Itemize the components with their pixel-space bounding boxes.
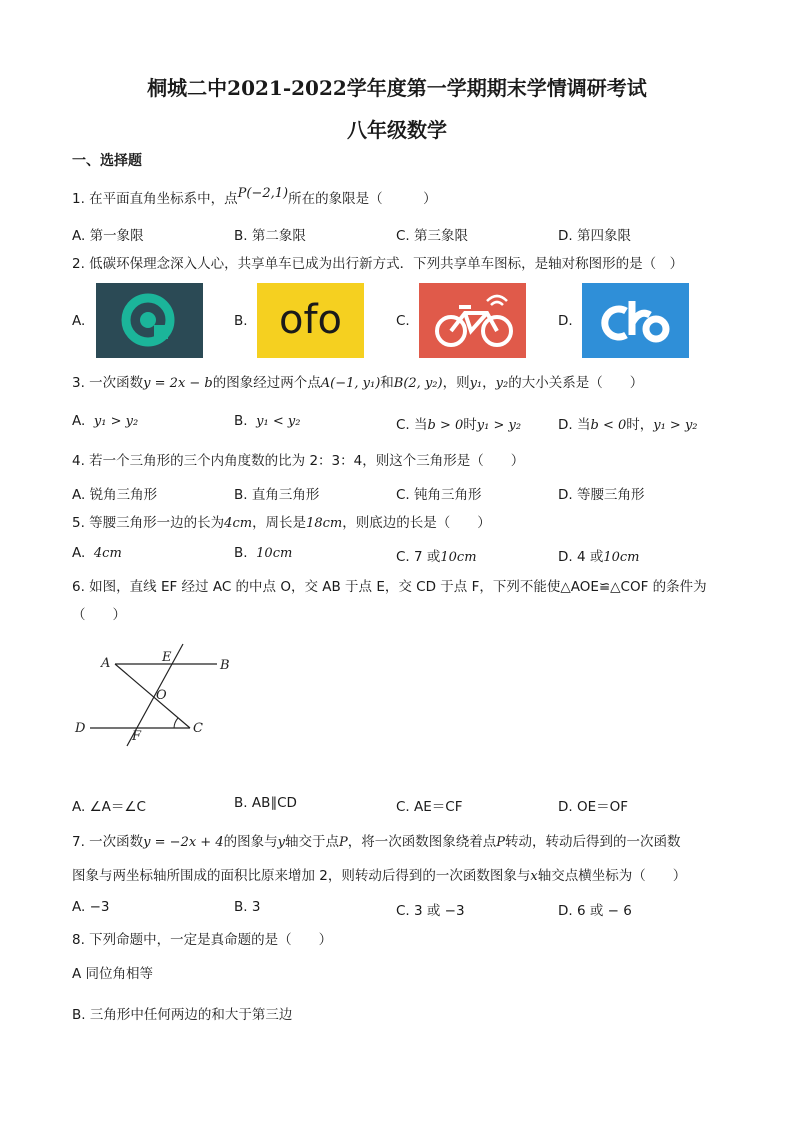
question-text: 7. 一次函数	[72, 834, 144, 850]
q1-option-d: D. 第四象限	[558, 228, 631, 244]
q2-option-b-letter: B.	[234, 313, 248, 329]
q4-option-b: B. 直角三角形	[234, 487, 320, 503]
option-text: 时，	[626, 417, 654, 433]
question-text: 的图象经过两个点	[212, 375, 321, 391]
exam-subtitle: 八年级数学	[347, 118, 447, 142]
math-expression: x	[530, 869, 538, 884]
question-text: 1. 在平面直角坐标系中，点	[72, 191, 238, 207]
math-expression: 10cm	[440, 550, 477, 565]
exam-title: 桐城二中2021-2022学年度第一学期期末学情调研考试	[147, 76, 647, 100]
q8-option-a: A 同位角相等	[72, 966, 154, 982]
question-6-line-2: （ ）	[72, 607, 126, 623]
question-text: 轴交于点	[284, 834, 339, 850]
label-e: E	[162, 650, 172, 665]
math-expression: y₁ > y₂	[93, 414, 139, 429]
label-a: A	[101, 656, 111, 671]
q5-option-d	[558, 545, 640, 565]
question-text: ，周长是	[252, 515, 307, 531]
option-text: D. 当	[558, 417, 591, 433]
math-expression: P	[338, 835, 348, 850]
q3-option-c	[396, 413, 521, 433]
q7-option-a: A. −3	[72, 899, 110, 915]
q3-option-a	[72, 413, 138, 429]
q2-option-c-letter: C.	[396, 313, 410, 329]
label-c: C	[193, 721, 203, 736]
q4-option-c: C. 钝角三角形	[396, 487, 482, 503]
question-7-line-1	[72, 832, 680, 853]
q5-option-c	[396, 545, 477, 565]
q7-option-c: C. 3 或 −3	[396, 903, 465, 919]
q2-option-d-letter: D.	[558, 313, 573, 329]
logo-b-text: ofo	[278, 297, 343, 343]
logo-d-icon	[582, 283, 689, 358]
option-letter: A.	[72, 545, 86, 561]
q3-option-b	[234, 413, 300, 429]
q8-option-b: B. 三角形中任何两边的和大于第三边	[72, 1007, 293, 1023]
q7-option-d: D. 6 或 − 6	[558, 903, 632, 919]
math-expression: 4cm	[224, 516, 253, 531]
math-expression: y₁ > y₂	[653, 418, 698, 433]
q4-option-a: A. 锐角三角形	[72, 487, 158, 503]
logo-c-icon	[419, 283, 526, 358]
q1-option-b: B. 第二象限	[234, 228, 306, 244]
math-expression: P(−2,1)	[237, 186, 289, 201]
math-expression: 4cm	[93, 546, 122, 561]
q3-option-d	[558, 413, 698, 433]
section-heading: 一、选择题	[72, 153, 142, 169]
math-expression: y₁ < y₂	[256, 414, 301, 429]
math-expression: y₁ > y₂	[476, 418, 522, 433]
math-expression: 18cm	[306, 516, 343, 531]
math-expression: y = −2x + 4	[143, 835, 224, 850]
q7-option-b: B. 3	[234, 899, 261, 915]
math-expression: 10cm	[256, 546, 293, 561]
label-d: D	[75, 721, 86, 736]
angle-mark	[174, 718, 178, 728]
math-expression: y	[277, 835, 285, 850]
question-text: 3. 一次函数	[72, 375, 144, 391]
question-text: 和	[380, 375, 394, 391]
option-text: 时	[463, 417, 477, 433]
label-f: F	[132, 729, 142, 744]
option-text: C. 当	[396, 417, 428, 433]
math-expression: y = 2x − b	[143, 376, 213, 391]
question-5	[72, 513, 491, 534]
question-text: 5. 等腰三角形一边的长为	[72, 515, 225, 531]
q1-option-c: C. 第三象限	[396, 228, 469, 244]
question-3	[72, 373, 643, 394]
math-expression: A(−1, y₁)	[320, 376, 381, 391]
q2-option-a-letter: A.	[72, 313, 86, 329]
question-text: 所在的象限是（ ）	[288, 191, 437, 207]
math-expression: P	[496, 835, 505, 850]
geometry-figure	[70, 640, 250, 750]
q5-option-a	[72, 545, 122, 561]
question-text: 图象与两坐标轴所围成的面积比原来增加 2，则转动后得到的一次函数图象与	[72, 868, 531, 884]
q6-option-c: C. AE＝CF	[396, 799, 463, 815]
q1-option-a: A. 第一象限	[72, 228, 144, 244]
option-text: C. 7 或	[396, 549, 441, 565]
question-1	[72, 186, 437, 210]
question-text: 轴交点横坐标为（ ）	[537, 868, 687, 884]
label-b: B	[220, 658, 230, 673]
q5-option-b	[234, 545, 292, 561]
math-expression: B(2, y₂)	[393, 376, 443, 391]
math-expression: y₁	[469, 376, 483, 391]
option-letter: B.	[234, 545, 248, 561]
question-2: 2. 低碳环保理念深入人心，共享单车已成为出行新方式．下列共享单车图标，是轴对称图形的是（ ）	[72, 256, 684, 272]
question-7-line-2	[72, 866, 686, 887]
option-letter: A.	[72, 413, 86, 429]
q6-option-d: D. OE＝OF	[558, 799, 629, 815]
question-text: ，则底边的长是（ ）	[342, 515, 491, 531]
logo-a-icon	[96, 283, 203, 358]
question-6-line-1: 6. 如图，直线 EF 经过 AC 的中点 O，交 AB 于点 E，交 CD 于点 F，下列不能使△AOE≌△COF 的条件为	[72, 579, 707, 595]
question-text: ，则	[442, 375, 470, 391]
label-o: O	[156, 688, 167, 703]
segment-ac	[115, 664, 190, 728]
question-text: ，将一次函数图象绕着点	[347, 834, 497, 850]
math-expression: 10cm	[603, 550, 640, 565]
question-4: 4. 若一个三角形的三个内角度数的比为 2：3：4，则这个三角形是（ ）	[72, 453, 525, 469]
question-text: 的大小关系是（ ）	[508, 375, 644, 391]
option-text: D. 4 或	[558, 549, 604, 565]
logo-b-icon	[257, 283, 364, 358]
question-8: 8. 下列命题中，一定是真命题的是（ ）	[72, 932, 333, 948]
question-text: ，	[482, 375, 496, 391]
math-expression: y₂	[495, 376, 509, 391]
question-text: 转动，转动后得到的一次函数	[504, 834, 681, 850]
math-expression: b > 0	[427, 418, 464, 433]
q6-option-a: A. ∠A＝∠C	[72, 799, 146, 815]
q4-option-d: D. 等腰三角形	[558, 487, 645, 503]
q6-option-b: B. AB∥CD	[234, 795, 297, 811]
math-expression: b < 0	[590, 418, 627, 433]
option-letter: B.	[234, 413, 248, 429]
question-text: 的图象与	[223, 834, 278, 850]
